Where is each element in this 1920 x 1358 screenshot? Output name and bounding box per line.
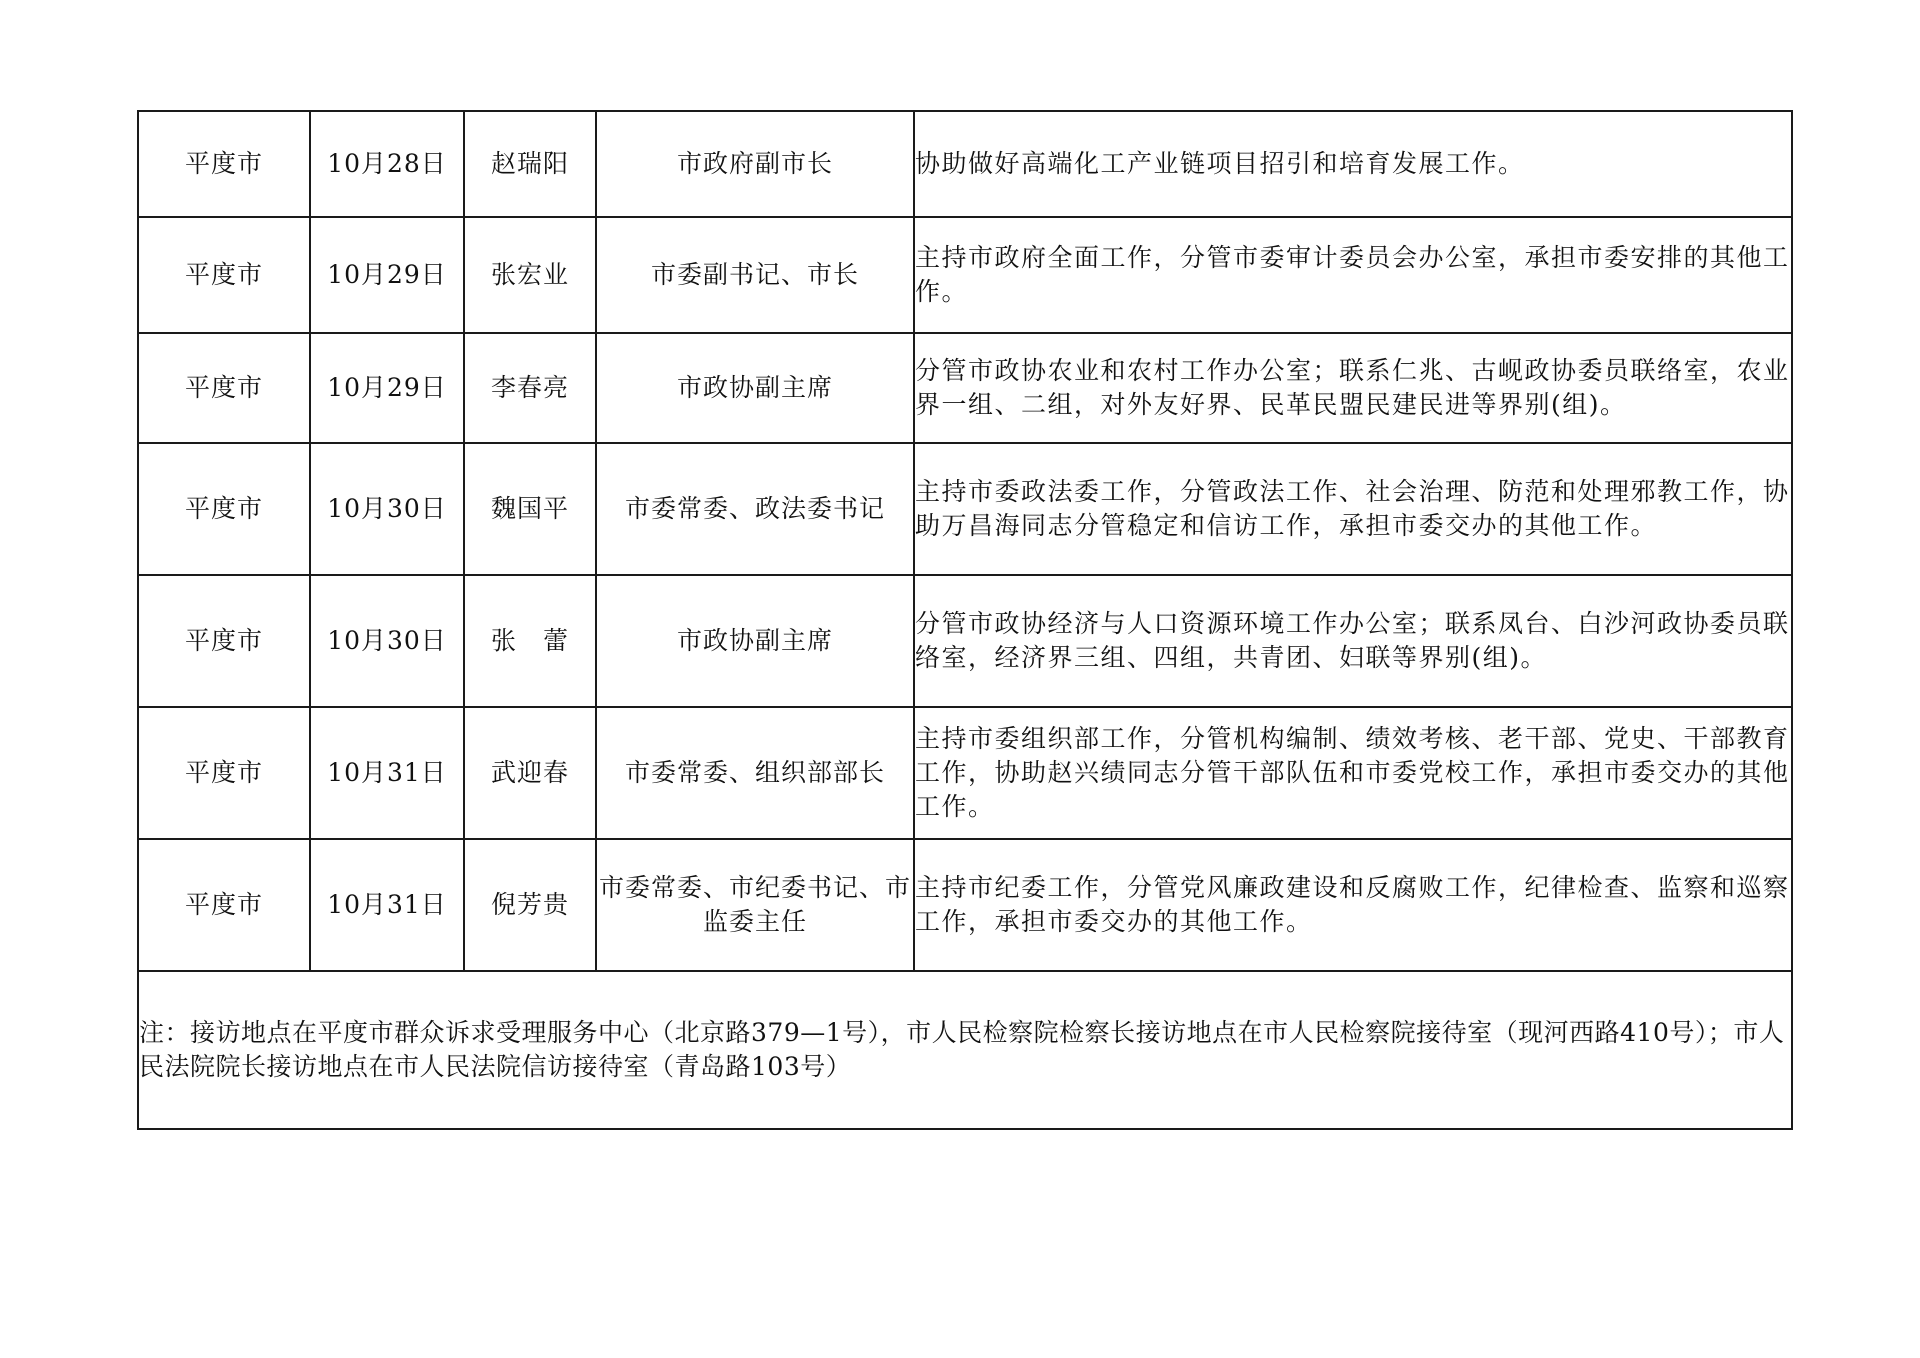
name-cell: 李春亮: [464, 333, 596, 443]
duties-cell: 主持市委组织部工作，分管机构编制、绩效考核、老干部、党史、干部教育工作，协助赵兴绩同志分管干部队伍和市委党校工作，承担市委交办的其他工作。: [914, 707, 1792, 839]
table-row: [138, 839, 1792, 971]
table-row: [138, 333, 1792, 443]
table-row: [138, 217, 1792, 333]
city-cell: 平度市: [138, 111, 310, 217]
name-cell: 张 蕾: [464, 575, 596, 707]
date-cell: 10月30日: [310, 575, 464, 707]
note-row: [138, 971, 1792, 1129]
city-cell: 平度市: [138, 217, 310, 333]
position-cell: 市政协副主席: [596, 575, 914, 707]
table-row: [138, 443, 1792, 575]
date-cell: 10月30日: [310, 443, 464, 575]
table-row: [138, 707, 1792, 839]
position-cell: 市政协副主席: [596, 333, 914, 443]
name-cell: 倪芳贵: [464, 839, 596, 971]
date-cell: 10月29日: [310, 333, 464, 443]
duties-cell: 主持市政府全面工作，分管市委审计委员会办公室，承担市委安排的其他工作。: [914, 217, 1792, 333]
note-cell: 注：接访地点在平度市群众诉求受理服务中心（北京路379—1号），市人民检察院检察长接访地点在市人民检察院接待室（现河西路410号）；市人民法院院长接访地点在市人民法院信访接待室（青岛路103号）: [138, 971, 1792, 1129]
city-cell: 平度市: [138, 839, 310, 971]
position-cell: 市政府副市长: [596, 111, 914, 217]
position-cell: 市委常委、组织部部长: [596, 707, 914, 839]
city-cell: 平度市: [138, 707, 310, 839]
city-cell: 平度市: [138, 443, 310, 575]
table-row: [138, 111, 1792, 217]
city-cell: 平度市: [138, 575, 310, 707]
date-cell: 10月31日: [310, 839, 464, 971]
date-cell: 10月29日: [310, 217, 464, 333]
position-cell: 市委常委、市纪委书记、市监委主任: [596, 839, 914, 971]
date-cell: 10月28日: [310, 111, 464, 217]
duties-cell: 协助做好高端化工产业链项目招引和培育发展工作。: [914, 111, 1792, 217]
reception-schedule-table: [137, 110, 1793, 1130]
city-cell: 平度市: [138, 333, 310, 443]
duties-cell: 主持市纪委工作，分管党风廉政建设和反腐败工作，纪律检查、监察和巡察工作，承担市委交办的其他工作。: [914, 839, 1792, 971]
table-row: [138, 575, 1792, 707]
duties-cell: 分管市政协经济与人口资源环境工作办公室；联系凤台、白沙河政协委员联络室，经济界三组、四组，共青团、妇联等界别(组)。: [914, 575, 1792, 707]
name-cell: 赵瑞阳: [464, 111, 596, 217]
name-cell: 魏国平: [464, 443, 596, 575]
position-cell: 市委副书记、市长: [596, 217, 914, 333]
name-cell: 武迎春: [464, 707, 596, 839]
duties-cell: 分管市政协农业和农村工作办公室；联系仁兆、古岘政协委员联络室，农业界一组、二组，对外友好界、民革民盟民建民进等界别(组)。: [914, 333, 1792, 443]
name-cell: 张宏业: [464, 217, 596, 333]
duties-cell: 主持市委政法委工作，分管政法工作、社会治理、防范和处理邪教工作，协助万昌海同志分管稳定和信访工作，承担市委交办的其他工作。: [914, 443, 1792, 575]
position-cell: 市委常委、政法委书记: [596, 443, 914, 575]
date-cell: 10月31日: [310, 707, 464, 839]
